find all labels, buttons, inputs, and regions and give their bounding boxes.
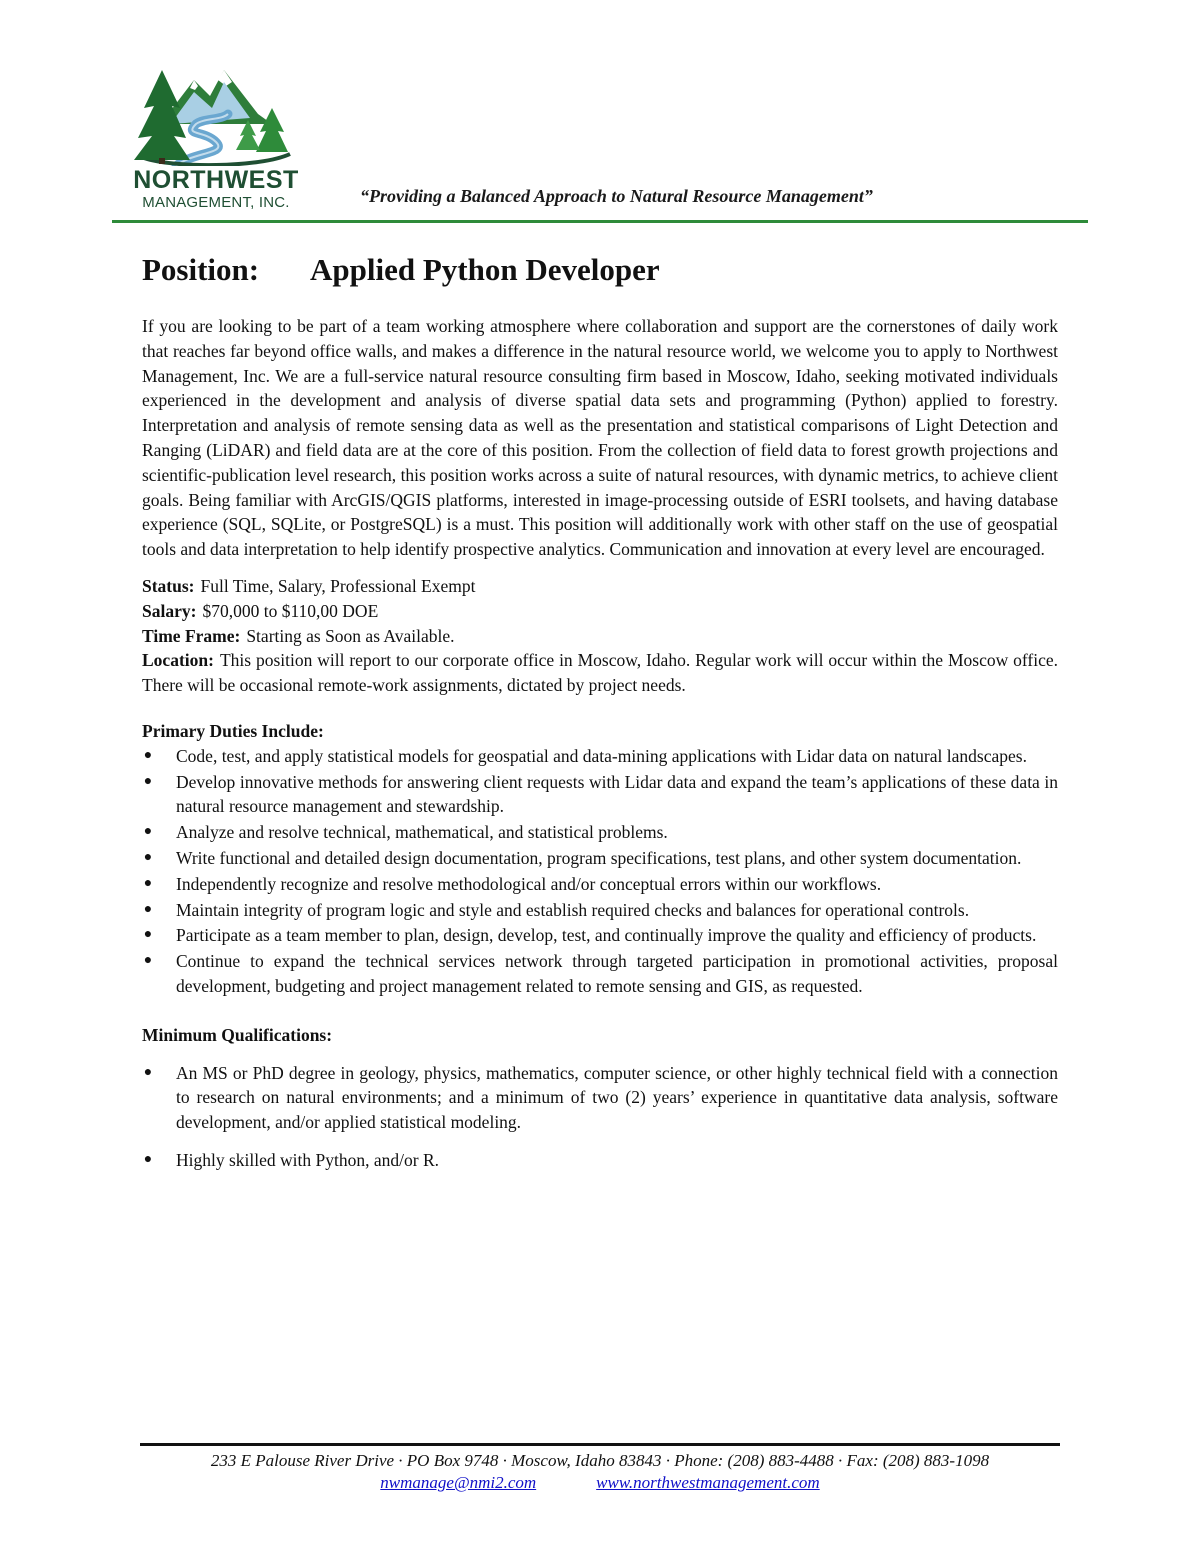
header-divider [112, 220, 1088, 223]
list-item [142, 923, 1058, 948]
detail-time-frame [142, 624, 1058, 649]
bullet-icon: ● [143, 747, 153, 763]
bullet-icon: ● [143, 849, 153, 865]
company-tagline: “Providing a Balanced Approach to Natural Resource Management” [360, 186, 873, 206]
list-item [142, 1061, 1058, 1135]
detail-label: Time Frame: [142, 625, 241, 646]
intro-paragraph: If you are looking to be part of a team working atmosphere where collaboration and support are the cornerstones of daily work that reaches far beyond office walls, and makes a difference in the natural resource world, we welcome you to apply to Northwest Management, Inc. We are a full-service natural resource consulting firm based in Moscow, Idaho, seeking motivated individuals experienced in the development and analysis of diverse spatial data sets and programming (Python) applied to forestry. Interpretation and analysis of remote sensing data as well as the presentation and statistical comparisons of Light Detection and Ranging (LiDAR) and field data are at the core of this position. From the collection of field data to forest growth projections and scientific-publication level research, this position works across a suite of natural resources, with dynamic metrics, to achieve client goals. Being familiar with ArcGIS/QGIS platforms, interested in image-processing outside of ESRI toolsets, and having database experience (SQL, SQLite, or PostgreSQL) is a must. This position will additionally work with other staff on the use of geospatial tools and data interpretation to help identify prospective analytics. Communication and innovation at every level are encouraged. [142, 316, 1058, 560]
qualifications-section [142, 1023, 1058, 1173]
bullet-icon: ● [143, 824, 153, 840]
bullet-icon: ● [143, 1151, 153, 1167]
company-logo [132, 62, 300, 220]
footer-links [140, 1472, 1060, 1494]
logo-mountain-tree-river-icon [132, 62, 300, 166]
logo-name-line1: NORTHWEST [133, 166, 299, 194]
page-footer [140, 1450, 1060, 1494]
list-item [142, 949, 1058, 999]
detail-value: Starting as Soon as Available. [246, 625, 455, 646]
bullet-icon: ● [143, 953, 153, 969]
website-link[interactable]: www.northwestmanagement.com [596, 1473, 820, 1492]
bullet-icon: ● [143, 875, 153, 891]
duties-section [142, 719, 1058, 999]
duties-list [142, 744, 1058, 999]
qualifications-list [142, 1061, 1058, 1173]
detail-value: This position will report to our corporate office in Moscow, Idaho. Regular work will occur within the Moscow office. There will be occasional remote-work assignments, dictated by project needs. [142, 650, 1058, 696]
list-item-text: Maintain integrity of program logic and style and establish required checks and balances for operational controls. [176, 899, 970, 920]
list-item [142, 744, 1058, 769]
detail-value: Full Time, Salary, Professional Exempt [200, 575, 476, 596]
detail-label: Status: [142, 575, 195, 596]
footer-divider [140, 1443, 1060, 1446]
duties-heading: Primary Duties Include: [142, 720, 324, 741]
position-title: Applied Python Developer [310, 252, 660, 287]
list-item [142, 1148, 1058, 1173]
position-label: Position: [142, 252, 260, 287]
detail-salary [142, 599, 1058, 624]
list-item [142, 898, 1058, 923]
list-item-text: Highly skilled with Python, and/or R. [176, 1149, 439, 1170]
email-link[interactable]: nwmanage@nmi2.com [380, 1473, 537, 1492]
bullet-icon: ● [143, 1064, 153, 1080]
detail-value: $70,000 to $110,00 DOE [202, 600, 379, 621]
job-details [142, 574, 1058, 698]
position-heading [142, 252, 660, 288]
list-item-text: Code, test, and apply statistical models for geospatial and data-mining applications with Lidar data on natural landscapes. [176, 745, 1027, 766]
document-body [142, 314, 1058, 1186]
list-item-text: An MS or PhD degree in geology, physics, mathematics, computer science, or other highly technical field with a connection to research on natural environments; and a minimum of two (2) years’ experience in quantitative data analysis, software development, and/or applied statistical modeling. [176, 1062, 1058, 1133]
list-item-text: Continue to expand the technical services network through targeted participation in promotional activities, proposal development, budgeting and project management related to remote sensing and GIS, as requested. [176, 951, 1058, 996]
list-item-text: Analyze and resolve technical, mathematical, and statistical problems. [176, 822, 668, 843]
list-item [142, 820, 1058, 845]
bullet-icon: ● [143, 927, 153, 943]
detail-status [142, 574, 1058, 599]
list-item [142, 846, 1058, 871]
qualifications-heading: Minimum Qualifications: [142, 1024, 333, 1045]
detail-label: Location: [142, 650, 214, 671]
list-item [142, 872, 1058, 897]
footer-address: 233 E Palouse River Drive · PO Box 9748 · Moscow, Idaho 83843 · Phone: (208) 883-4488 · Fax: (208) 883-1098 [210, 1451, 990, 1470]
logo-name-line2: MANAGEMENT, INC. [142, 194, 290, 211]
list-item-text: Write functional and detailed design documentation, program specifications, test plans, and other system documentation. [176, 847, 1022, 868]
detail-label: Salary: [142, 600, 197, 621]
bullet-icon: ● [143, 773, 153, 789]
list-item-text: Independently recognize and resolve methodological and/or conceptual errors within our workflows. [176, 873, 882, 894]
list-item-text: Participate as a team member to plan, design, develop, test, and continually improve the quality and efficiency of products. [176, 925, 1037, 946]
list-item [142, 770, 1058, 820]
detail-location [142, 648, 1058, 698]
bullet-icon: ● [143, 901, 153, 917]
list-item-text: Develop innovative methods for answering client requests with Lidar data and expand the team’s applications of these data in natural resource management and stewardship. [176, 771, 1058, 817]
